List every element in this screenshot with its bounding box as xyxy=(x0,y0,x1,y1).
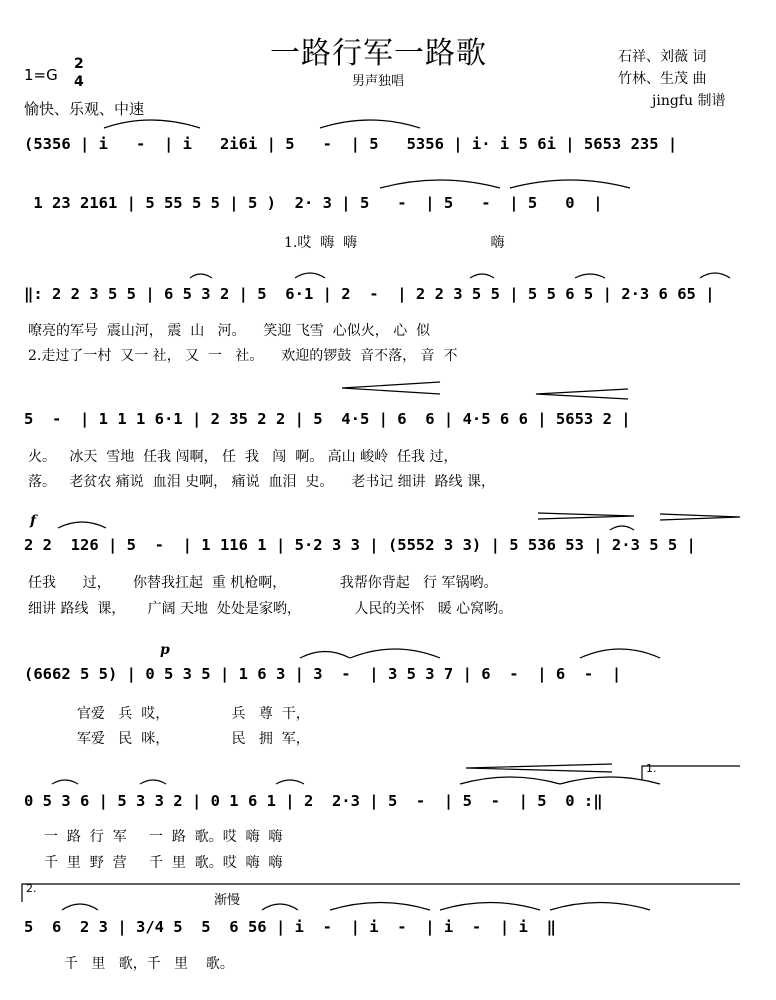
notation-line-6: (6662 5 5) | 0 5 3 5 | 1 6 3 | 3 - | 3 5 3 7 | 6 - | 6 - | xyxy=(24,665,622,683)
tie-mark xyxy=(350,649,440,658)
slur-mark xyxy=(190,274,212,278)
notation-line-7: 0 5 3 6 | 5 3 3 2 | 0 1 6 1 | 2 2·3 | 5 - | 5 - | 5 0 :‖ xyxy=(24,792,603,810)
tie-mark xyxy=(460,777,560,784)
notation-line-3: ‖: 2 2 3 5 5 | 6 5 3 2 | 5 6·1 | 2 - | 2 2 3 5 5 | 5 5 6 5 | 2·3 6 65 | xyxy=(24,285,715,303)
slur-mark xyxy=(470,274,494,278)
lyrics-line-7-verse-2: 千 里 野 营 千 里 歌。哎 嗨 嗨 xyxy=(44,855,283,871)
lyrics-line-6-verse-2: 军爱 民 咪， 民 拥 军， xyxy=(28,731,310,747)
tie-mark xyxy=(380,180,500,188)
decrescendo-hairpin xyxy=(660,514,740,520)
lyrics-line-5-verse-1: 任我 过， 你替我扛起 重 机枪啊， 我帮你背起 行 军锅哟。 xyxy=(28,575,498,591)
notation-line-5: 2 2 126 | 5 - | 1 116 1 | 5·2 3 3 | (5552 3 3) | 5 536 53 | 2·3 5 5 | xyxy=(24,536,696,554)
lyrics-line-4-verse-1: 火。 冰天 雪地 任我 闯啊， 任 我 闯 啊。 高山 峻岭 任我 过， xyxy=(28,449,458,465)
slur-mark xyxy=(58,522,106,528)
volta-bracket xyxy=(22,884,740,902)
notation-line-4: 5 - | 1 1 1 6·1 | 2 35 2 2 | 5 4·5 | 6 6 | 4·5 6 6 | 5653 2 | xyxy=(24,410,631,428)
tie-mark xyxy=(440,903,540,911)
crescendo-hairpin xyxy=(342,382,440,394)
tie-mark xyxy=(510,180,630,188)
notation-line-2: 1 23 2161 | 5 55 5 5 | 5 ) 2· 3 | 5 - | 5 - | 5 0 | xyxy=(24,194,603,212)
tie-mark xyxy=(320,120,420,128)
slur-mark xyxy=(62,904,98,910)
crescendo-hairpin xyxy=(466,764,612,772)
lyrics-line-6-verse-1: 官爱 兵 哎， 兵 尊 干， xyxy=(28,706,310,722)
lyrics-line-2-verse-1: 1.哎 嗨 嗨 嗨 xyxy=(284,235,505,251)
crescendo-hairpin xyxy=(536,389,628,399)
time-signature-denominator: 4 xyxy=(74,74,84,90)
slur-mark xyxy=(700,273,730,278)
song-subtitle: 男声独唱 xyxy=(352,74,405,89)
slur-mark xyxy=(575,274,605,278)
tie-mark xyxy=(330,903,430,911)
notation-line-8: 5 6 2 3 | 3/4 5 5 6 56 | i - | i - | i - | i ‖ xyxy=(24,918,556,936)
lyrics-line-3-verse-1: 嘹亮的军号 震山河， 震 山 河。 笑迎 飞雪 心似火， 心 似 xyxy=(28,323,431,339)
volta-one-label: 1. xyxy=(646,762,657,775)
slur-mark xyxy=(140,780,166,784)
tie-mark xyxy=(300,652,350,659)
slur-mark xyxy=(610,526,634,530)
volta-two-label: 2. xyxy=(26,882,37,895)
ritardando-marking: 渐慢 xyxy=(214,893,241,908)
lyricist-credit: 石祥、刘薇 词 xyxy=(618,49,707,65)
crescendo-hairpin xyxy=(538,513,634,519)
dynamic-piano: p xyxy=(160,642,170,658)
tempo-marking: 愉快、乐观、中速 xyxy=(24,100,145,118)
lyrics-line-3-verse-2: 2.走过了一村 又一 社， 又 一 社。 欢迎的锣鼓 音不落， 音 不 xyxy=(28,348,458,364)
dynamic-forte: f xyxy=(30,513,37,529)
key-signature: 1=G xyxy=(24,66,58,84)
lyrics-line-5-verse-2: 细讲 路线 课， 广阔 天地 处处是家哟， 人民的关怀 暖 心窝哟。 xyxy=(28,601,513,617)
composer-credit: 竹林、生茂 曲 xyxy=(618,71,707,87)
notation-line-1: (5356 | i - | i 2i6i | 5 - | 5 5356 | i· i 5 6i | 5653 235 | xyxy=(24,135,678,153)
lyrics-line-8-verse-1: 千 里 歌，千 里 歌。 xyxy=(64,956,234,972)
tie-mark xyxy=(580,649,660,658)
volta-bracket xyxy=(642,766,740,780)
tie-mark xyxy=(550,903,650,911)
time-signature-numerator: 2 xyxy=(74,56,84,72)
tie-mark xyxy=(104,120,200,128)
slur-mark xyxy=(295,273,325,278)
lyrics-line-4-verse-2: 落。 老贫农 痛说 血泪 史啊， 痛说 血泪 史。 老书记 细讲 路线 课， xyxy=(28,474,496,490)
lyrics-line-7-verse-1: 一 路 行 军 一 路 歌。哎 嗨 嗨 xyxy=(44,829,283,845)
slur-mark xyxy=(276,780,304,784)
song-title: 一路行军一路歌 xyxy=(270,36,487,71)
tie-mark xyxy=(560,777,660,784)
transcriber-credit: jingfu 制谱 xyxy=(652,93,726,109)
slur-mark xyxy=(262,904,298,910)
slur-mark xyxy=(52,780,78,784)
